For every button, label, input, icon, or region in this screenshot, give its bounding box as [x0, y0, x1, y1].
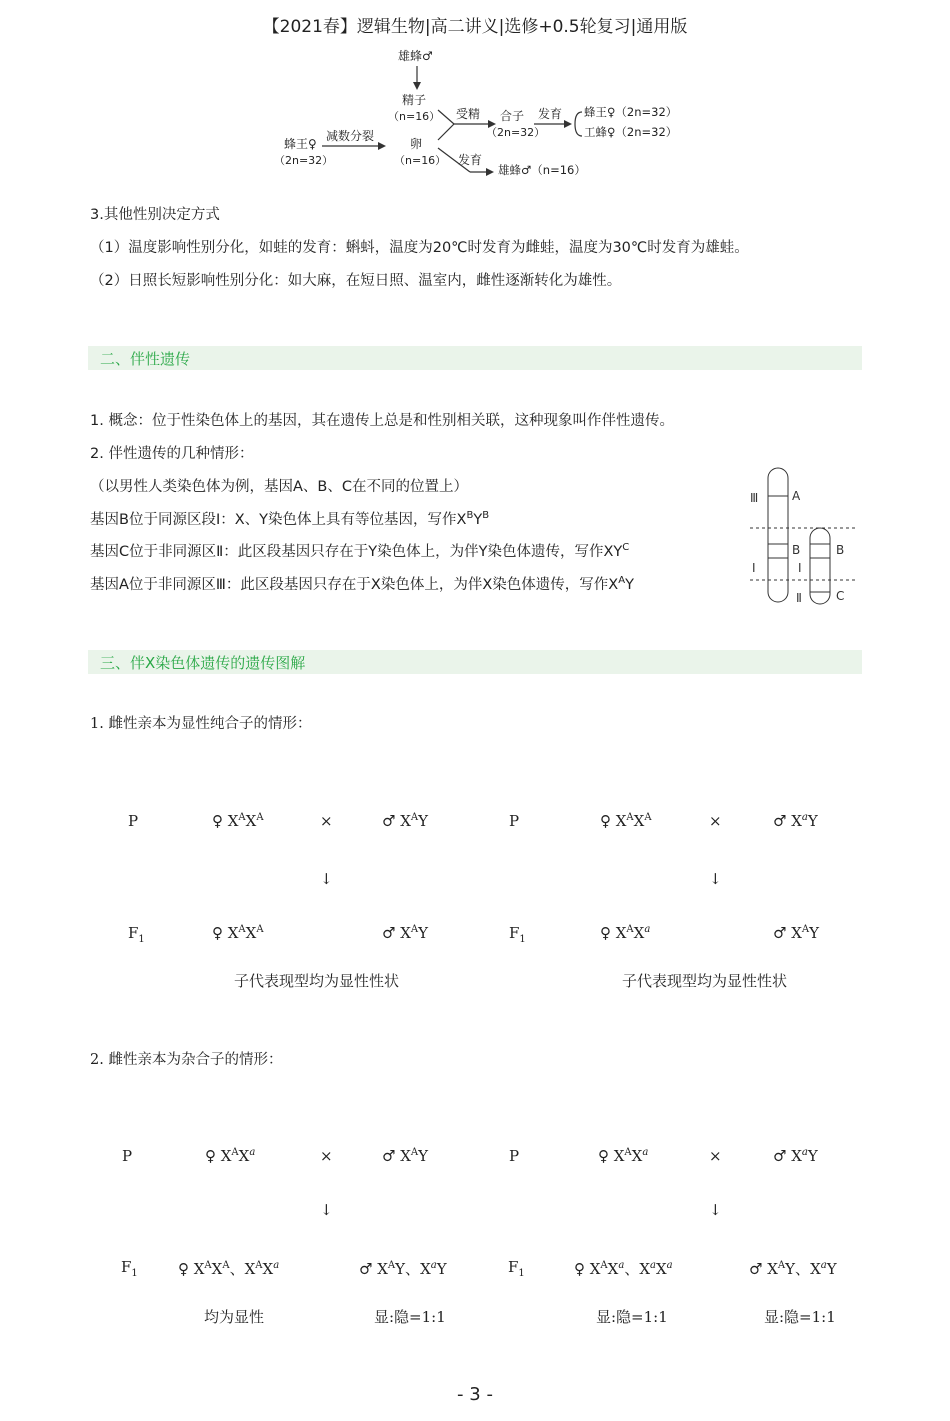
concept-text: 1. 概念：位于性染色体上的基因，其在遗传上总是和性别相关联，这种现象叫作伴性遗传。: [90, 413, 674, 429]
f1-label: $F_1$: [509, 924, 526, 945]
f1-label: $F_1$: [508, 1258, 525, 1279]
cross-symbol: ×: [709, 812, 722, 830]
develop-label-top: 发育: [538, 107, 563, 121]
case2-title: 2. 雌性亲本为杂合子的情形：: [90, 1052, 283, 1068]
female-genotype: ♀ $X^AX^a$: [205, 1147, 256, 1165]
region-i-mid-label: Ⅰ: [798, 561, 802, 575]
female-genotype: ♀ $X^AX^a$: [598, 1147, 649, 1165]
zygote-n-label: （2n=32）: [486, 126, 546, 139]
male-genotype: ♂ $X^AY$: [382, 1147, 429, 1165]
p-label: P: [509, 812, 520, 830]
daylight-item: （2）日照长短影响性别分化：如大麻，在短日照、温室内，雌性逐渐转化为雄性。: [90, 273, 622, 289]
meiosis-label: 减数分裂: [326, 129, 375, 143]
region-i-left-label: Ⅰ: [752, 561, 756, 575]
male-offspring: ♂ $X^AY$、$X^aY$: [749, 1260, 837, 1278]
down-arrow: ↓: [709, 870, 722, 888]
male-output-label: 雄蜂♂（n=16）: [498, 163, 586, 177]
male-offspring: ♂ $X^AY$: [382, 924, 429, 942]
zygote-label: 合子: [500, 109, 525, 123]
ratio-text: 显:隐=1:1: [374, 1308, 446, 1326]
cross-symbol: ×: [709, 1147, 722, 1165]
gene-a-label: A: [792, 489, 801, 503]
region-ii-label: Ⅱ: [796, 591, 802, 605]
gene-b-right-label: B: [836, 543, 845, 557]
region-iii-label: Ⅲ: [750, 491, 759, 505]
cross-symbol: ×: [320, 812, 333, 830]
section-title-sex-linked: 二、伴性遗传: [100, 350, 191, 368]
gene-c-label: C: [836, 589, 845, 603]
sperm-n-label: （n=16）: [388, 110, 441, 123]
gene-a-text: 基因A位于非同源区Ⅲ：此区段基因只存在于X染色体上，为伴X染色体遗传，写作$X^AY$: [90, 575, 634, 593]
page-header: 【2021春】逻辑生物|高二讲义|选修+0.5轮复习|通用版: [262, 17, 688, 37]
develop-label-bottom: 发育: [458, 153, 483, 167]
gene-b-left-label: B: [792, 543, 801, 557]
ratio-text: 显:隐=1:1: [596, 1308, 668, 1326]
temperature-item: （1）温度影响性别分化，如蛙的发育：蝌蚪，温度为20℃时发育为雌蛙，温度为30℃时发育为雄蛙。: [90, 240, 749, 256]
x-chromosome: [768, 468, 788, 602]
down-arrow: ↓: [320, 870, 333, 888]
cases-text: 2. 伴性遗传的几种情形：: [90, 446, 254, 462]
egg-label: 卵: [410, 137, 423, 151]
section-band-sex-linked: [88, 346, 862, 370]
gene-c-text: 基因C位于非同源区Ⅱ：此区段基因只存在于Y染色体上，为伴Y染色体遗传，写作$XY^C$: [90, 542, 630, 560]
egg-n-label: （n=16）: [394, 154, 447, 167]
result-text: 子代表现型均为显性性状: [234, 972, 400, 990]
down-arrow: ↓: [320, 1201, 333, 1219]
case1-title: 1. 雌性亲本为显性纯合子的情形：: [90, 716, 312, 732]
male-genotype: ♂ $X^aY$: [773, 1147, 818, 1165]
male-offspring: ♂ $X^AY$、$X^aY$: [359, 1260, 447, 1278]
bee-sex-diagram: [270, 40, 690, 200]
other-methods-title: 3.其他性别决定方式: [90, 207, 220, 223]
female-offspring: ♀ $X^AX^A$: [212, 924, 264, 942]
ratio-text: 显:隐=1:1: [764, 1308, 836, 1326]
male-genotype: ♂ $X^aY$: [773, 812, 818, 830]
note-text: （以男性人类染色体为例，基因A、B、C在不同的位置上）: [90, 479, 468, 495]
p-label: P: [509, 1147, 520, 1165]
fertilize-label: 受精: [456, 107, 481, 121]
section-title-x-linked: 三、伴X染色体遗传的遗传图解: [100, 654, 306, 672]
section-band-x-linked: [88, 650, 862, 674]
female-genotype: ♀ $X^AX^A$: [212, 812, 264, 830]
f1-label: $F_1$: [121, 1258, 138, 1279]
queen-n-label: （2n=32）: [274, 154, 334, 167]
page-number: - 3 -: [457, 1384, 493, 1405]
queen-output-label: 蜂王♀（2n=32）: [584, 105, 678, 119]
down-arrow: ↓: [709, 1201, 722, 1219]
cross-symbol: ×: [320, 1147, 333, 1165]
male-bee-label: 雄蜂♂: [398, 49, 433, 63]
gene-b-text: 基因B位于同源区段Ⅰ：X、Y染色体上具有等位基因，写作$X^BY^B$: [90, 510, 490, 528]
chromosome-diagram: [740, 462, 860, 612]
result-text: 均为显性: [204, 1308, 265, 1326]
female-offspring: ♀ $X^AX^A$、$X^AX^a$: [178, 1260, 280, 1278]
male-genotype: ♂ $X^AY$: [382, 812, 429, 830]
f1-label: $F_1$: [128, 924, 145, 945]
male-offspring: ♂ $X^AY$: [773, 924, 820, 942]
queen-label: 蜂王♀: [284, 137, 317, 151]
y-chromosome: [810, 528, 830, 604]
p-label: P: [122, 1147, 133, 1165]
female-genotype: ♀ $X^AX^A$: [600, 812, 652, 830]
female-offspring: ♀ $X^AX^a$: [600, 924, 651, 942]
worker-output-label: 工蜂♀（2n=32）: [584, 125, 678, 139]
sperm-label: 精子: [402, 93, 427, 107]
p-label: P: [128, 812, 139, 830]
female-offspring: ♀ $X^AX^a$、$X^aX^a$: [574, 1260, 673, 1278]
result-text: 子代表现型均为显性性状: [622, 972, 788, 990]
